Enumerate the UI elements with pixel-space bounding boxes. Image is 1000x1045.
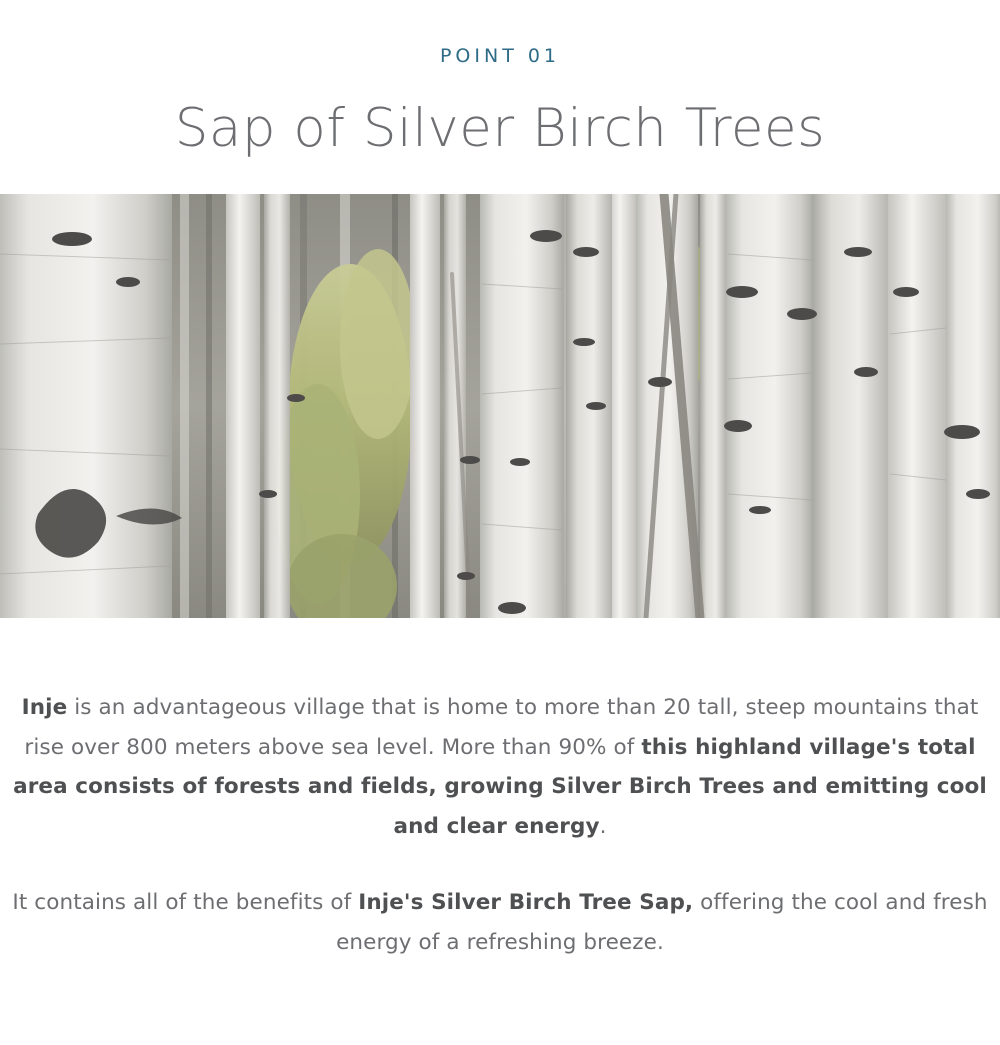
section-eyebrow: POINT 01 (439, 45, 561, 67)
body-copy (0, 618, 1000, 962)
paragraph-two (0, 883, 1000, 963)
promo-page (0, 45, 1000, 1045)
paragraph-two-part3: offering the cool and fresh energy of a refreshing breeze. (336, 889, 988, 955)
paragraph-one (0, 688, 1000, 847)
birch-forest-photo (0, 194, 1000, 618)
paragraph-one-part3: this highland village's total area consists of forests and fields, growing Silver Birch Trees and emitting cool and clear energy (13, 734, 987, 840)
paragraph-one-part1: Inje (21, 694, 68, 720)
hero-image (0, 194, 1000, 618)
paragraph-two-part2: Inje's Silver Birch Tree Sap, (358, 889, 694, 915)
paragraph-one-part2: is an advantageous village that is home to more than 20 tall, steep mountains that rise over 800 meters above sea level. More than 90% of (24, 694, 979, 760)
page-title: Sap of Silver Birch Trees (174, 98, 826, 159)
paragraph-one-part4: . (599, 814, 607, 840)
paragraph-two-part1: It contains all of the benefits of (12, 889, 359, 915)
